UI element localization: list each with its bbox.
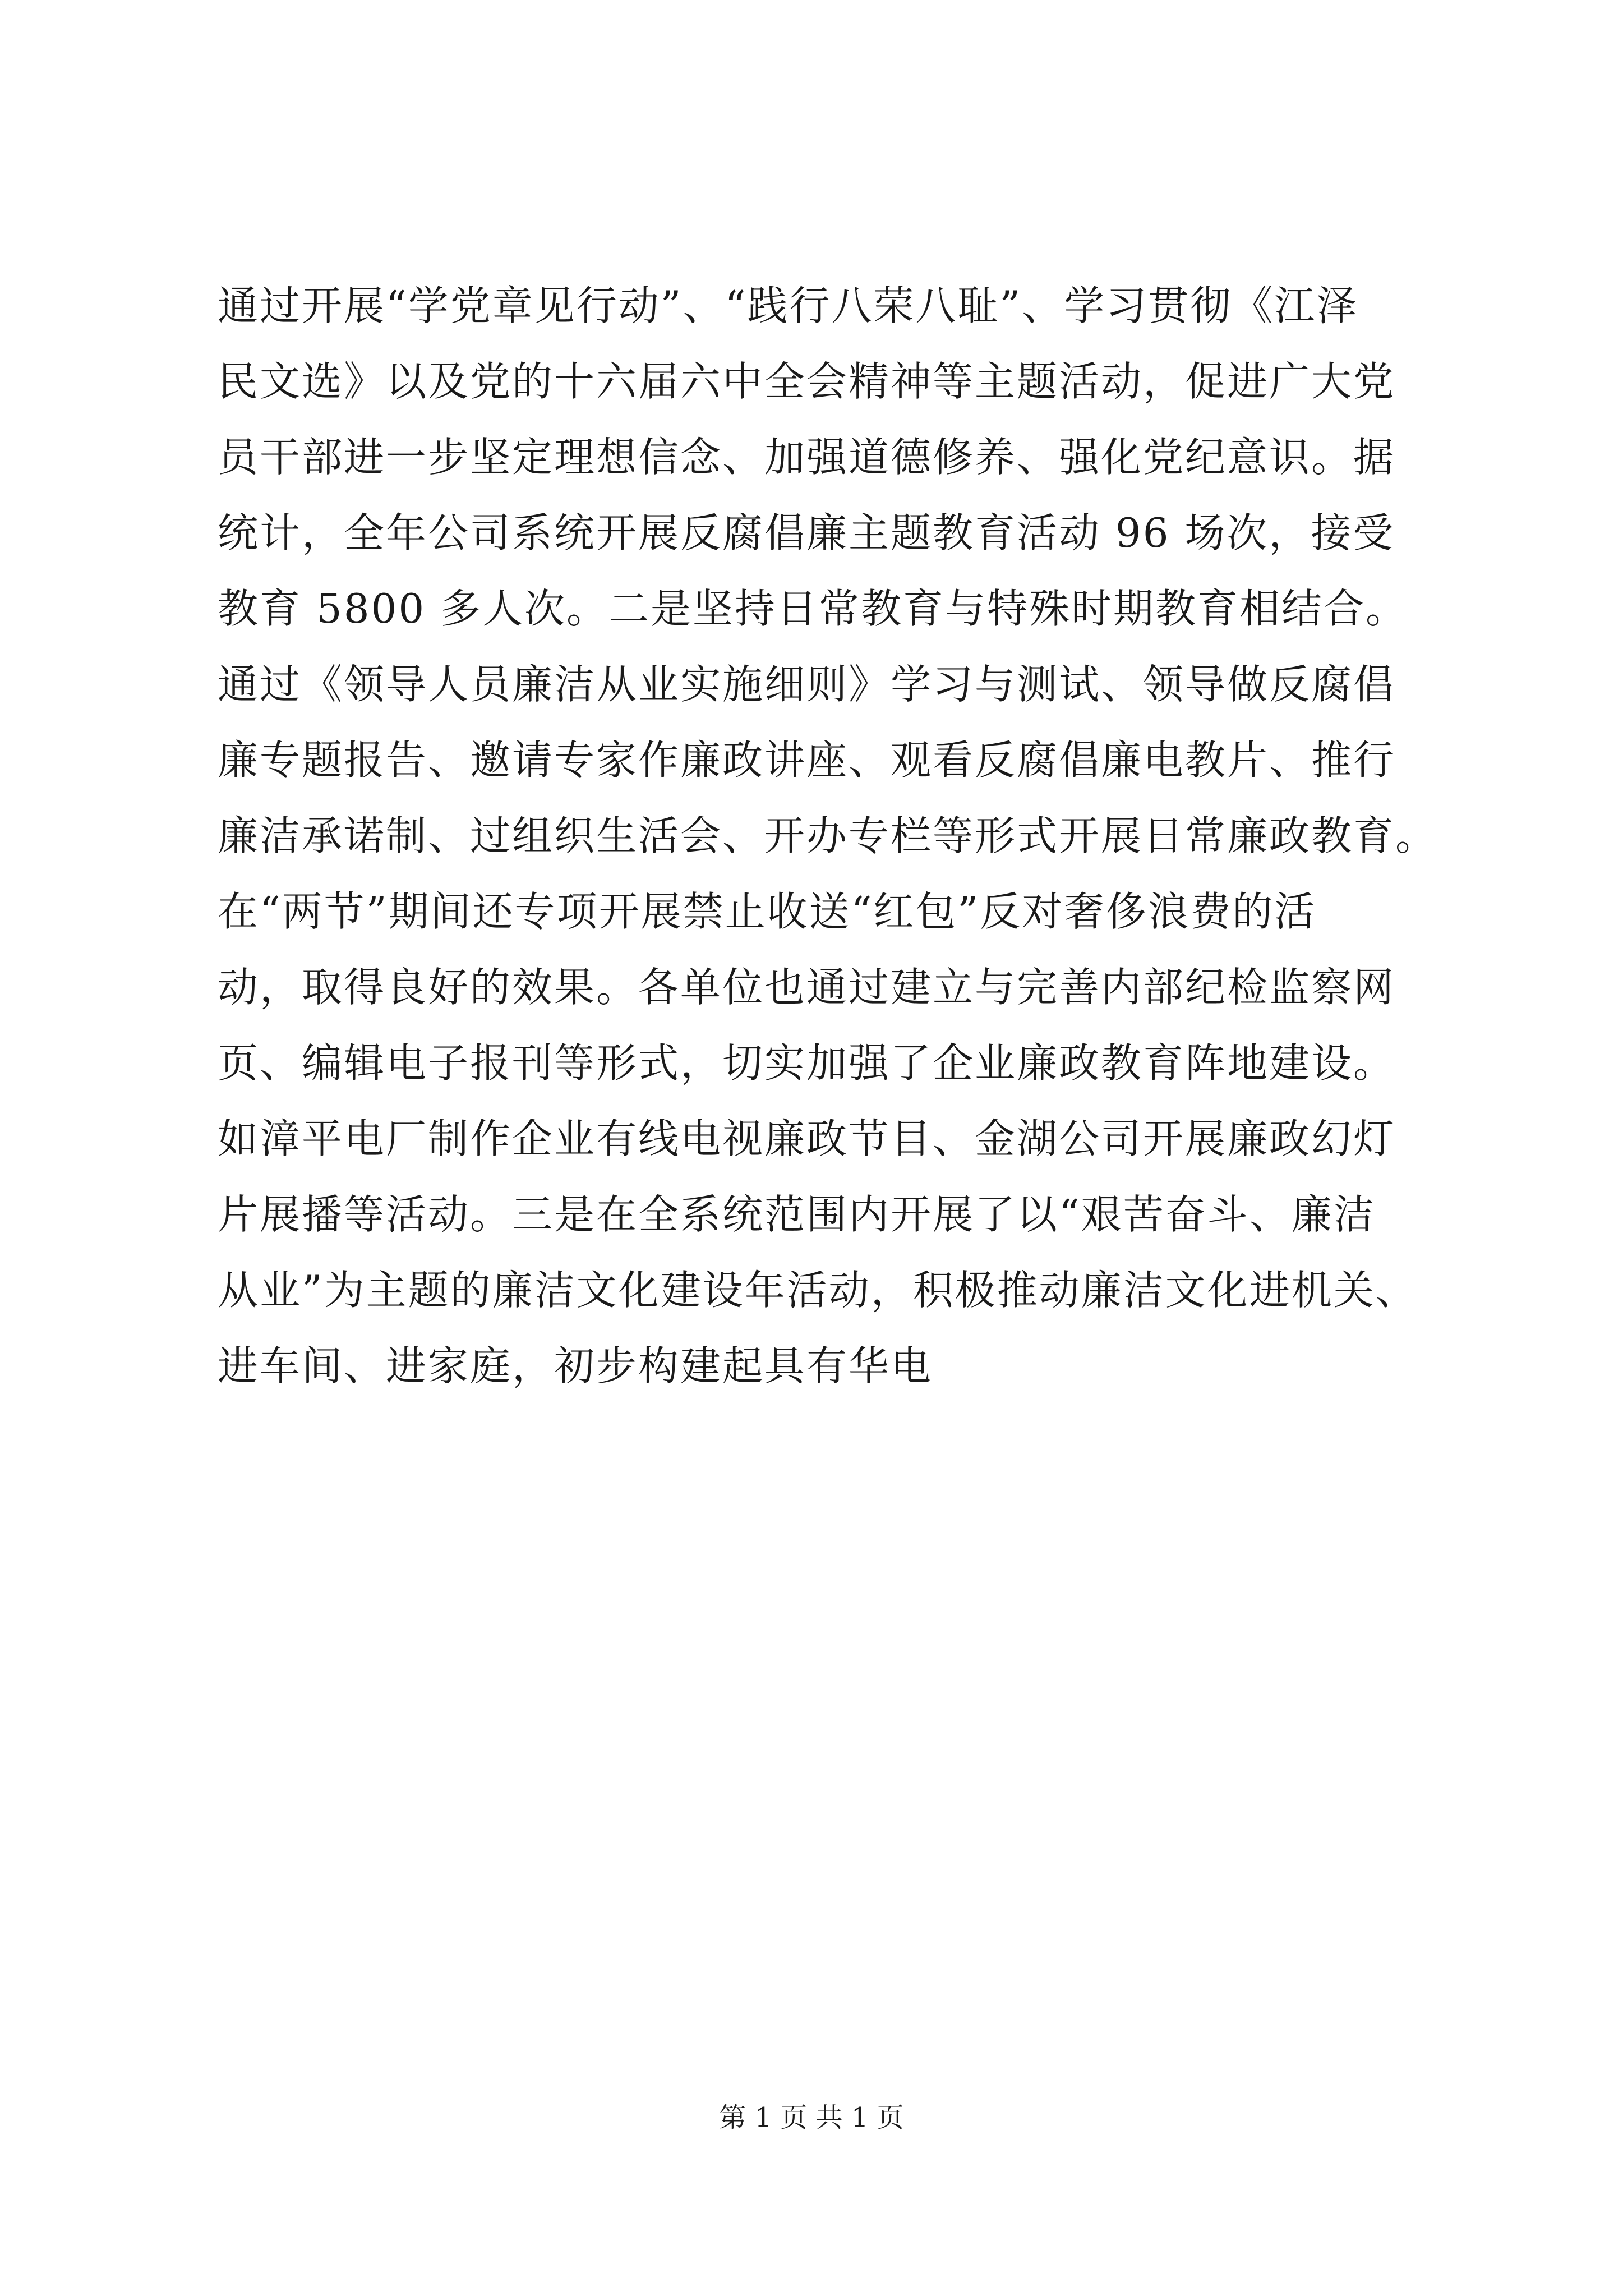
text-line: 片展播等活动。三是在全系统范围内开展了以“艰苦奋斗、廉洁 xyxy=(218,1191,1376,1238)
text-line: 教育 5800 多人次。二是坚持日常教育与特殊时期教育相结合。 xyxy=(218,585,1408,632)
text-line: 通过开展“学党章见行动”、“践行八荣八耻”、学习贯彻《江泽 xyxy=(218,282,1359,329)
text-line: 廉专题报告、邀请专家作廉政讲座、观看反腐倡廉电教片、推行 xyxy=(218,737,1396,784)
text-line: 如漳平电厂制作企业有线电视廉政节目、金湖公司开展廉政幻灯 xyxy=(218,1115,1396,1162)
text-line: 从业”为主题的廉洁文化建设年活动，积极推动廉洁文化进机关、 xyxy=(218,1267,1418,1314)
page-number-footer: 第 1 页 共 1 页 xyxy=(719,2102,904,2133)
text-line: 进车间、进家庭，初步构建起具有华电 xyxy=(218,1342,933,1389)
text-line: 统计，全年公司系统开展反腐倡廉主题教育活动 96 场次，接受 xyxy=(218,509,1395,556)
body-paragraph xyxy=(218,268,1451,1404)
text-line: 民文选》以及党的十六届六中全会精神等主题活动，促进广大党 xyxy=(218,358,1396,405)
text-line: 员干部进一步坚定理想信念、加强道德修养、强化党纪意识。据 xyxy=(218,434,1396,481)
text-line: 通过《领导人员廉洁从业实施细则》学习与测试、领导做反腐倡 xyxy=(218,661,1396,708)
text-line: 在“两节”期间还专项开展禁止收送“红包”反对奢侈浪费的活 xyxy=(218,888,1317,935)
text-line: 廉洁承诺制、过组织生活会、开办专栏等形式开展日常廉政教育。 xyxy=(218,812,1438,859)
text-line: 动，取得良好的效果。各单位也通过建立与完善内部纪检监察网 xyxy=(218,964,1396,1011)
text-line: 页、编辑电子报刊等形式，切实加强了企业廉政教育阵地建设。 xyxy=(218,1039,1396,1087)
